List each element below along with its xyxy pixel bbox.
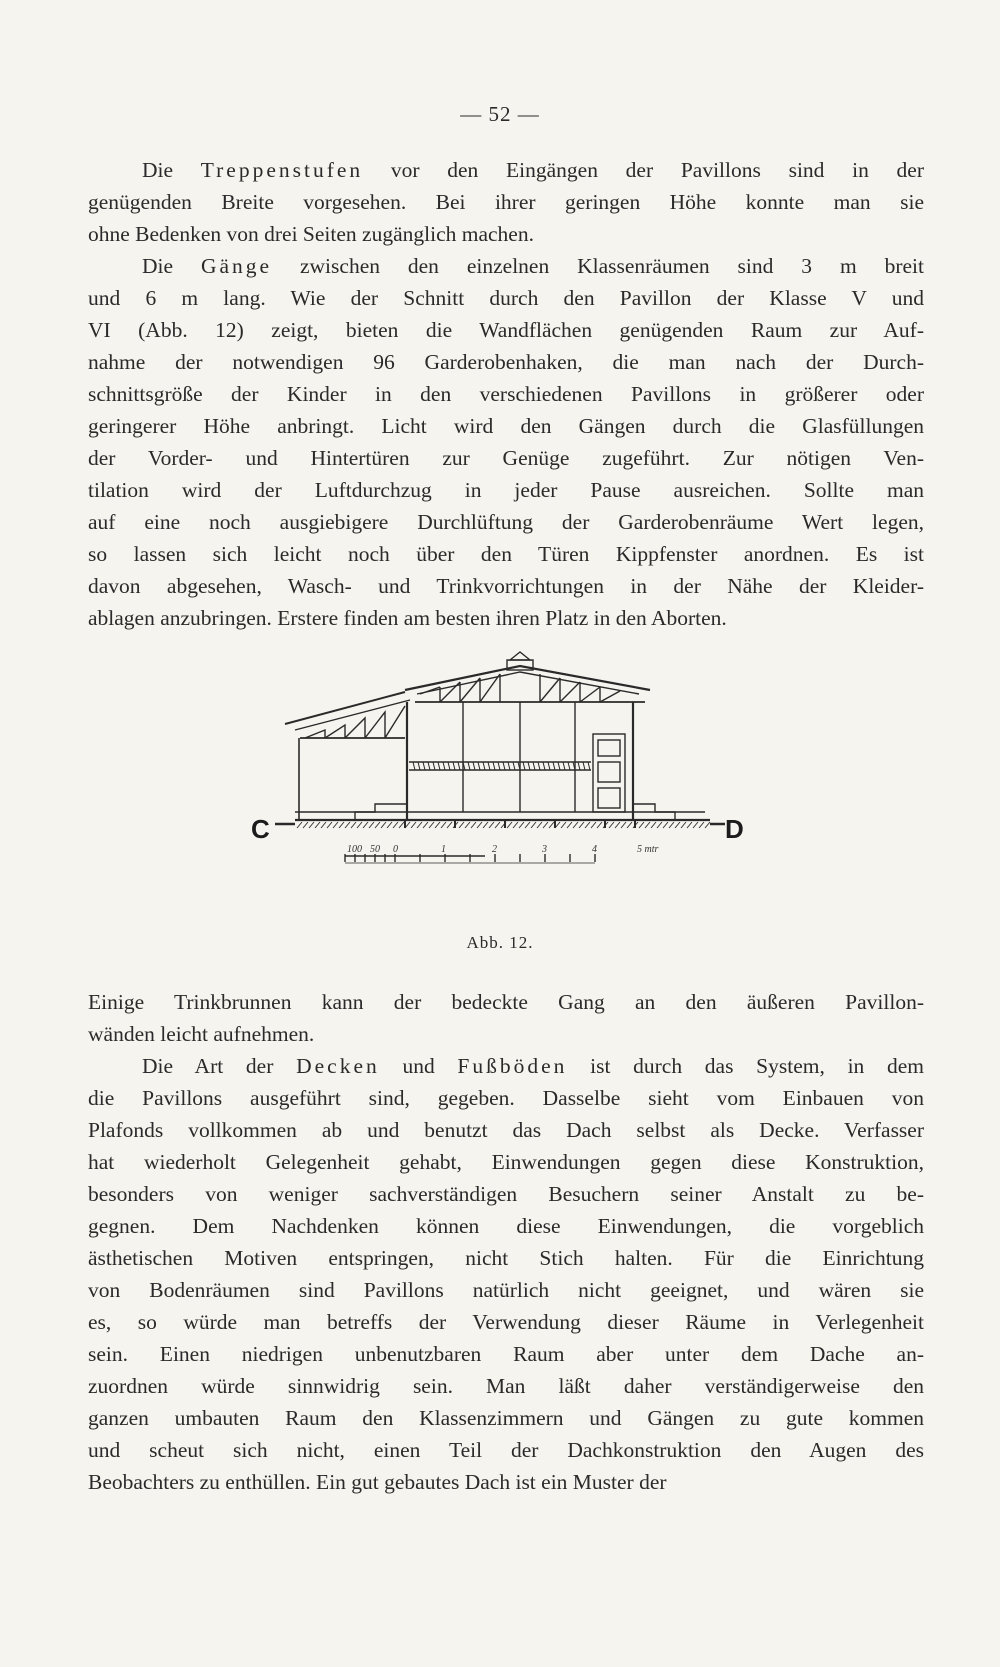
text-span: zuordnen würde sinnwidrig sein. Man läßt daher verständigerweise den xyxy=(88,1374,924,1398)
text-span: nahme der notwendigen 96 Garderobenhaken, die man nach der Durch- xyxy=(88,350,924,374)
text-line xyxy=(88,282,924,314)
text-span: Die xyxy=(142,254,201,278)
scale-label: 3 xyxy=(542,844,547,855)
text-line xyxy=(88,1018,924,1050)
text-span: und xyxy=(379,1054,458,1078)
pavilion-section-drawing xyxy=(251,652,775,922)
text-block-bottom xyxy=(88,986,924,1498)
text-span: davon abgesehen, Wasch- und Trinkvorrichtungen in der Nähe der Kleider- xyxy=(88,574,924,598)
text-span: ganzen umbauten Raum den Klassenzimmern und Gängen zu gute kommen xyxy=(88,1406,924,1430)
text-span: schnittsgröße der Kinder in den verschiedenen Pavillons in größerer oder xyxy=(88,382,924,406)
text-line xyxy=(88,314,924,346)
text-line xyxy=(88,154,924,186)
text-line xyxy=(88,1050,924,1082)
text-span: tilation wird der Luftdurchzug in jeder Pause ausreichen. Sollte man xyxy=(88,478,924,502)
scale-label: 5 mtr xyxy=(637,844,659,855)
text-line xyxy=(88,1210,924,1242)
text-line xyxy=(88,1466,924,1498)
text-line xyxy=(88,378,924,410)
text-line xyxy=(88,1178,924,1210)
text-line xyxy=(88,1114,924,1146)
text-span: VI (Abb. 12) zeigt, bieten die Wandflächen genügenden Raum zur Auf- xyxy=(88,318,924,342)
text-line xyxy=(88,1338,924,1370)
text-span: besonders von weniger sachverständigen Besuchern seiner Anstalt zu be- xyxy=(88,1182,924,1206)
text-span: hat wiederholt Gelegenheit gehabt, Einwendungen gegen diese Konstruktion, xyxy=(88,1150,924,1174)
text-line xyxy=(88,986,924,1018)
scale-label: 2 xyxy=(492,844,497,855)
text-line xyxy=(88,1434,924,1466)
text-line xyxy=(88,186,924,218)
text-line xyxy=(88,250,924,282)
text-span: Plafonds vollkommen ab und benutzt das Dach selbst als Decke. Verfasser xyxy=(88,1118,924,1142)
text-span: es, so würde man betreffs der Verwendung dieser Räume in Verlegenheit xyxy=(88,1310,924,1334)
text-span: Beobachters zu enthüllen. Ein gut gebautes Dach ist ein Muster der xyxy=(88,1470,667,1494)
scale-label: 0 xyxy=(393,844,398,855)
text-span: auf eine noch ausgiebigere Durchlüftung der Garderobenräume Wert legen, xyxy=(88,510,924,534)
text-line xyxy=(88,474,924,506)
text-line xyxy=(88,346,924,378)
text-block-top xyxy=(88,154,924,634)
text-span: ohne Bedenken von drei Seiten zugänglich machen. xyxy=(88,222,534,246)
text-span: und scheut sich nicht, einen Teil der Dachkonstruktion den Augen des xyxy=(88,1438,924,1462)
text-span: Treppenstufen xyxy=(200,158,364,182)
scale-label: 50 xyxy=(370,844,380,855)
text-span: geringerer Höhe anbringt. Licht wird den Gängen durch die Glasfüllungen xyxy=(88,414,924,438)
text-span: und 6 m lang. Wie der Schnitt durch den Pavillon der Klasse V und xyxy=(88,286,924,310)
text-line xyxy=(88,1370,924,1402)
text-span: von Bodenräumen sind Pavillons natürlich nicht geeignet, und wären sie xyxy=(88,1278,924,1302)
text-line xyxy=(88,1242,924,1274)
text-line xyxy=(88,506,924,538)
text-line xyxy=(88,1146,924,1178)
page-number: — 52 — xyxy=(460,102,540,126)
text-span: Einige Trinkbrunnen kann der bedeckte Gang an den äußeren Pavillon- xyxy=(88,990,924,1014)
text-line xyxy=(88,1274,924,1306)
text-span: ablagen anzubringen. Erstere finden am besten ihren Platz in den Aborten. xyxy=(88,606,727,630)
text-span: ästhetischen Motiven entspringen, nicht Stich halten. Für die Einrichtung xyxy=(88,1246,924,1270)
figure-section-drawing xyxy=(251,652,775,922)
text-line xyxy=(88,442,924,474)
text-span: ist durch das System, in dem xyxy=(567,1054,925,1078)
text-span: Decken xyxy=(296,1054,380,1078)
scale-label: 1 xyxy=(441,844,446,855)
text-line xyxy=(88,538,924,570)
text-span: Die Art der xyxy=(142,1054,297,1078)
text-span: der Vorder- und Hintertüren zur Genüge zugeführt. Zur nötigen Ven- xyxy=(88,446,924,470)
section-marker-right: D xyxy=(725,814,744,844)
text-line xyxy=(88,602,924,634)
text-line xyxy=(88,1082,924,1114)
text-span: wänden leicht aufnehmen. xyxy=(88,1022,315,1046)
text-line xyxy=(88,410,924,442)
text-span: genügenden Breite vorgesehen. Bei ihrer geringen Höhe konnte man sie xyxy=(88,190,924,214)
text-span: gegnen. Dem Nachdenken können diese Einwendungen, die vorgeblich xyxy=(88,1214,924,1238)
text-span: zwischen den einzelnen Klassenräumen sind 3 m breit xyxy=(272,254,924,278)
text-line xyxy=(88,570,924,602)
text-span: die Pavillons ausgeführt sind, gegeben. Dasselbe sieht vom Einbauen von xyxy=(88,1086,924,1110)
text-span: so lassen sich leicht noch über den Türen Kippfenster anordnen. Es ist xyxy=(88,542,924,566)
text-span: Gänge xyxy=(200,254,273,278)
scale-label: 100 xyxy=(347,844,362,855)
text-line xyxy=(88,1402,924,1434)
figure-caption: Abb. 12. xyxy=(466,933,534,952)
section-marker-left: C xyxy=(251,814,270,844)
scale-label: 4 xyxy=(592,844,597,855)
text-span: sein. Einen niedrigen unbenutzbaren Raum aber unter dem Dache an- xyxy=(88,1342,924,1366)
text-line xyxy=(88,1306,924,1338)
text-span: Fußböden xyxy=(457,1054,568,1078)
text-span: Die xyxy=(142,158,201,182)
text-span: vor den Eingängen der Pavillons sind in der xyxy=(363,158,925,182)
text-line xyxy=(88,218,924,250)
